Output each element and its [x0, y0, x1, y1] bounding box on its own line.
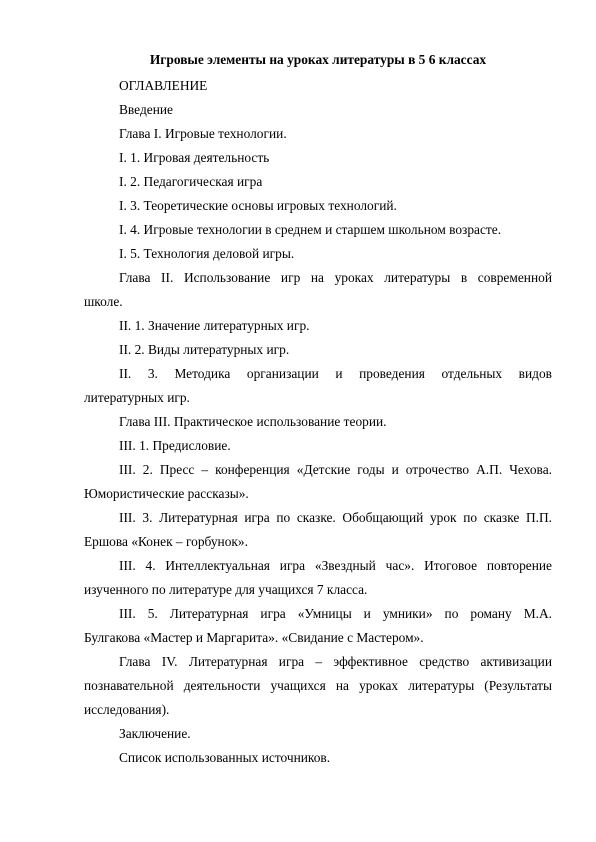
document-page	[84, 50, 552, 770]
toc-entry-chapter-4-cont-1: познавательной деятельности учащихся на уроках литературы (Результаты	[84, 678, 552, 693]
toc-entry-1-1: I. 1. Игровая деятельность	[119, 150, 270, 165]
toc-entry-1-3: I. 3. Теоретические основы игровых технологий.	[119, 198, 397, 213]
toc-entry-chapter-1: Глава I. Игровые технологии.	[119, 126, 287, 141]
toc-entry-2-1: II. 1. Значение литературных игр.	[119, 318, 310, 333]
toc-entry-1-4: I. 4. Игровые технологии в среднем и старшем школьном возрасте.	[119, 222, 502, 237]
toc-entry-chapter-2-cont: школе.	[84, 294, 123, 309]
toc-entry-3-2: III. 2. Пресс – конференция «Детские годы и отрочество А.П. Чехова.	[119, 462, 552, 477]
toc-entry-chapter-3: Глава III. Практическое использование теории.	[119, 414, 387, 429]
toc-entry-chapter-4-cont-2: исследования).	[84, 702, 170, 717]
toc-entry-introduction: Введение	[119, 102, 173, 117]
toc-entry-3-1: III. 1. Предисловие.	[119, 438, 231, 453]
document-title: Игровые элементы на уроках литературы в 5 6 классах	[149, 52, 487, 67]
toc-entry-3-4: III. 4. Интеллектуальная игра «Звездный час». Итоговое повторение	[119, 558, 552, 573]
toc-entry-2-2: II. 2. Виды литературных игр.	[119, 342, 290, 357]
toc-entry-3-2-cont: Юмористические рассказы».	[84, 486, 249, 501]
toc-entry-3-5-cont: Булгакова «Мастер и Маргарита». «Свидание с Мастером».	[84, 630, 424, 645]
toc-entry-chapter-4: Глава IV. Литературная игра – эффективное средство активизации	[119, 654, 552, 669]
toc-entry-1-2: I. 2. Педагогическая игра	[119, 174, 263, 189]
toc-entry-chapter-2: Глава II. Использование игр на уроках литературы в современной	[119, 270, 552, 285]
toc-entry-3-3: III. 3. Литературная игра по сказке. Обобщающий урок по сказке П.П.	[119, 510, 552, 525]
toc-heading: ОГЛАВЛЕНИЕ	[119, 78, 208, 93]
toc-entry-3-3-cont: Ершова «Конек – горбунок».	[84, 534, 248, 549]
toc-entry-3-5: III. 5. Литературная игра «Умницы и умники» по роману М.А.	[119, 606, 552, 621]
toc-entry-2-3: II. 3. Методика организации и проведения отдельных видов	[119, 366, 552, 381]
toc-entry-2-3-cont: литературных игр.	[84, 390, 190, 405]
toc-entry-references: Список использованных источников.	[119, 750, 331, 765]
toc-entry-1-5: I. 5. Технология деловой игры.	[119, 246, 295, 261]
toc-entry-conclusion: Заключение.	[119, 726, 191, 741]
toc-entry-3-4-cont: изученного по литературе для учащихся 7 класса.	[84, 582, 368, 597]
